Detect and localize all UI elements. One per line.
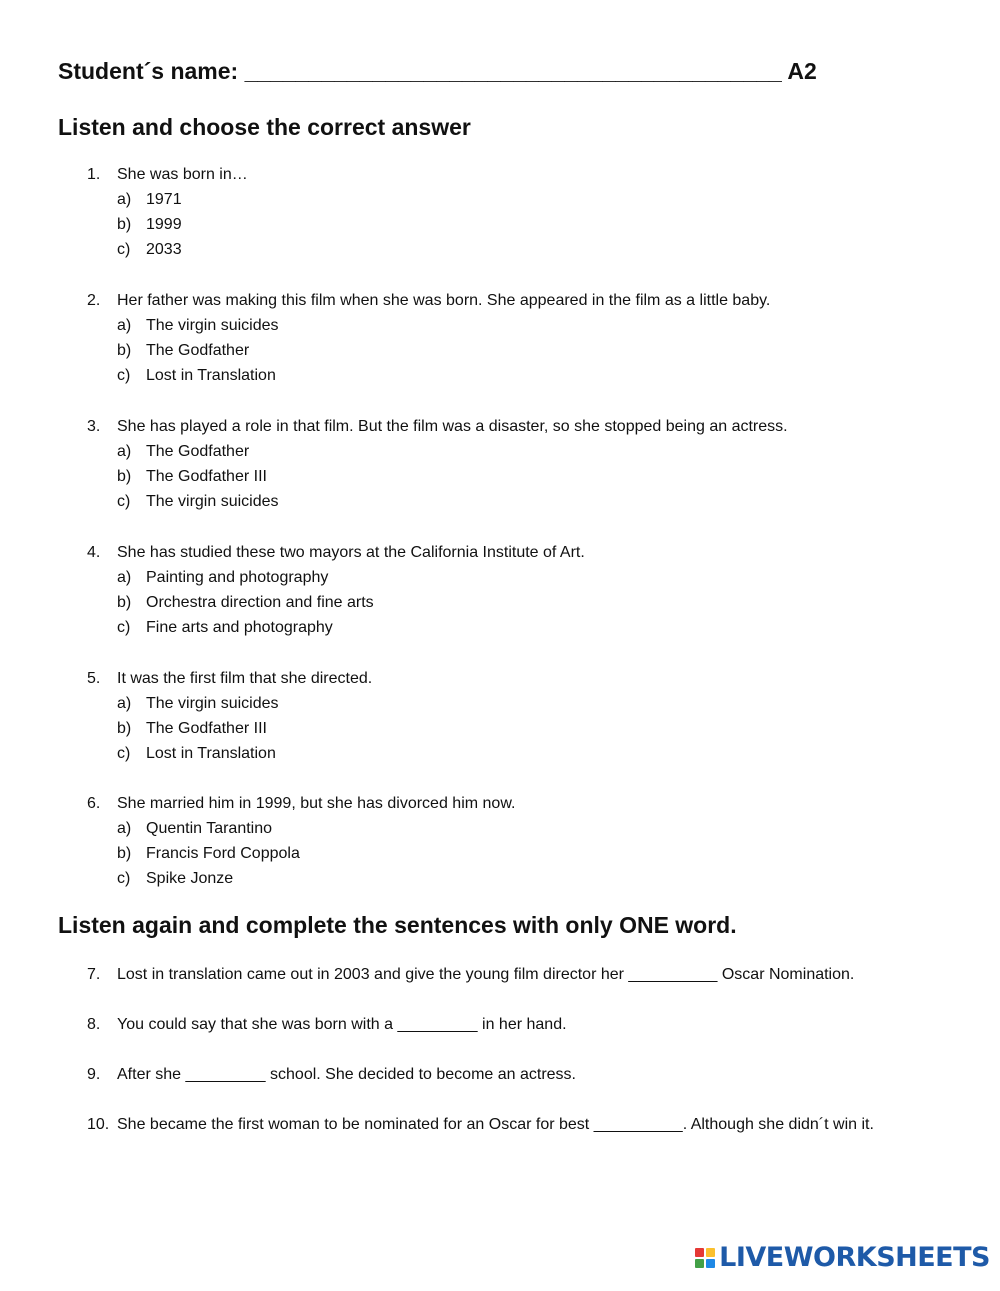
option-text: Spike Jonze [146, 870, 234, 887]
sentence-text-before: After she [117, 1066, 182, 1083]
option-label: c) [117, 619, 131, 636]
sentence-text-before: She became the first woman to be nominated for an Oscar for best [117, 1116, 590, 1133]
sentence-number: 7. [87, 966, 101, 983]
sentence-number: 9. [87, 1066, 101, 1083]
option-text: The Godfather [146, 443, 250, 460]
sentence-number: 8. [87, 1016, 101, 1033]
sentence-text-after: school. She decided to become an actress. [270, 1066, 576, 1083]
section2-title: Listen again and complete the sentences with only ONE word. [58, 912, 737, 938]
option-label: c) [117, 493, 131, 510]
option-text: 1999 [146, 216, 182, 233]
logo-text: LIVEWORKSHEETS [719, 1242, 990, 1273]
question-number: 3. [87, 418, 101, 435]
answer-blank[interactable]: __________ [628, 966, 718, 983]
answer-blank[interactable]: _________ [185, 1066, 266, 1083]
option-text: Quentin Tarantino [146, 820, 273, 837]
option-text: 2033 [146, 241, 182, 258]
answer-blank[interactable]: __________ [593, 1116, 683, 1133]
option-label: a) [117, 695, 132, 712]
logo-blocks-icon [695, 1248, 715, 1268]
question-text: She was born in… [117, 166, 248, 183]
option-label: a) [117, 317, 132, 334]
option-text: Lost in Translation [146, 367, 276, 384]
question-number: 6. [87, 795, 101, 812]
question-text: It was the first film that she directed. [117, 670, 373, 687]
option-label: c) [117, 367, 131, 384]
option-text: Fine arts and photography [146, 619, 333, 636]
question-number: 5. [87, 670, 101, 687]
student-name-line [58, 58, 817, 85]
answer-blank[interactable]: _________ [397, 1016, 478, 1033]
sentence-number: 10. [87, 1116, 110, 1133]
option-label: a) [117, 191, 132, 208]
option-text: 1971 [146, 191, 182, 208]
option-label: b) [117, 720, 132, 737]
question-text: She has studied these two mayors at the California Institute of Art. [117, 544, 585, 561]
question-text: She has played a role in that film. But the film was a disaster, so she stopped being an actress. [117, 418, 788, 435]
option-label: b) [117, 845, 132, 862]
sentence-text-before: Lost in translation came out in 2003 and give the young film director her [117, 966, 624, 983]
option-label: b) [117, 342, 132, 359]
question-number: 1. [87, 166, 101, 183]
option-label: b) [117, 468, 132, 485]
question-number: 4. [87, 544, 101, 561]
option-label: b) [117, 216, 132, 233]
section1-title: Listen and choose the correct answer [58, 114, 471, 140]
option-text: The virgin suicides [146, 317, 279, 334]
option-text: The virgin suicides [146, 493, 279, 510]
option-text: The Godfather III [146, 468, 267, 485]
option-label: c) [117, 870, 131, 887]
sentence-text-after: . Although she didn´t win it. [682, 1116, 874, 1133]
option-label: a) [117, 569, 132, 586]
level-label: A2 [787, 58, 817, 84]
question-number: 2. [87, 292, 101, 309]
option-label: b) [117, 594, 132, 611]
option-text: Orchestra direction and fine arts [146, 594, 374, 611]
option-text: The virgin suicides [146, 695, 279, 712]
question-text: Her father was making this film when she was born. She appeared in the film as a little baby. [117, 292, 771, 309]
sentence-text-before: You could say that she was born with a [117, 1016, 394, 1033]
sentence-text-after: Oscar Nomination. [721, 966, 855, 983]
option-label: c) [117, 745, 131, 762]
option-text: Lost in Translation [146, 745, 276, 762]
student-name-label: Student´s name: [58, 58, 239, 84]
option-text: The Godfather [146, 342, 250, 359]
option-label: c) [117, 241, 131, 258]
sentence-text-after: in her hand. [482, 1016, 567, 1033]
option-label: a) [117, 820, 132, 837]
option-text: Francis Ford Coppola [146, 845, 300, 862]
liveworksheets-logo [695, 1242, 990, 1273]
option-text: Painting and photography [146, 569, 329, 586]
option-label: a) [117, 443, 132, 460]
option-text: The Godfather III [146, 720, 267, 737]
student-name-blank[interactable]: __________________________________________ [244, 58, 782, 84]
question-text: She married him in 1999, but she has divorced him now. [117, 795, 516, 812]
